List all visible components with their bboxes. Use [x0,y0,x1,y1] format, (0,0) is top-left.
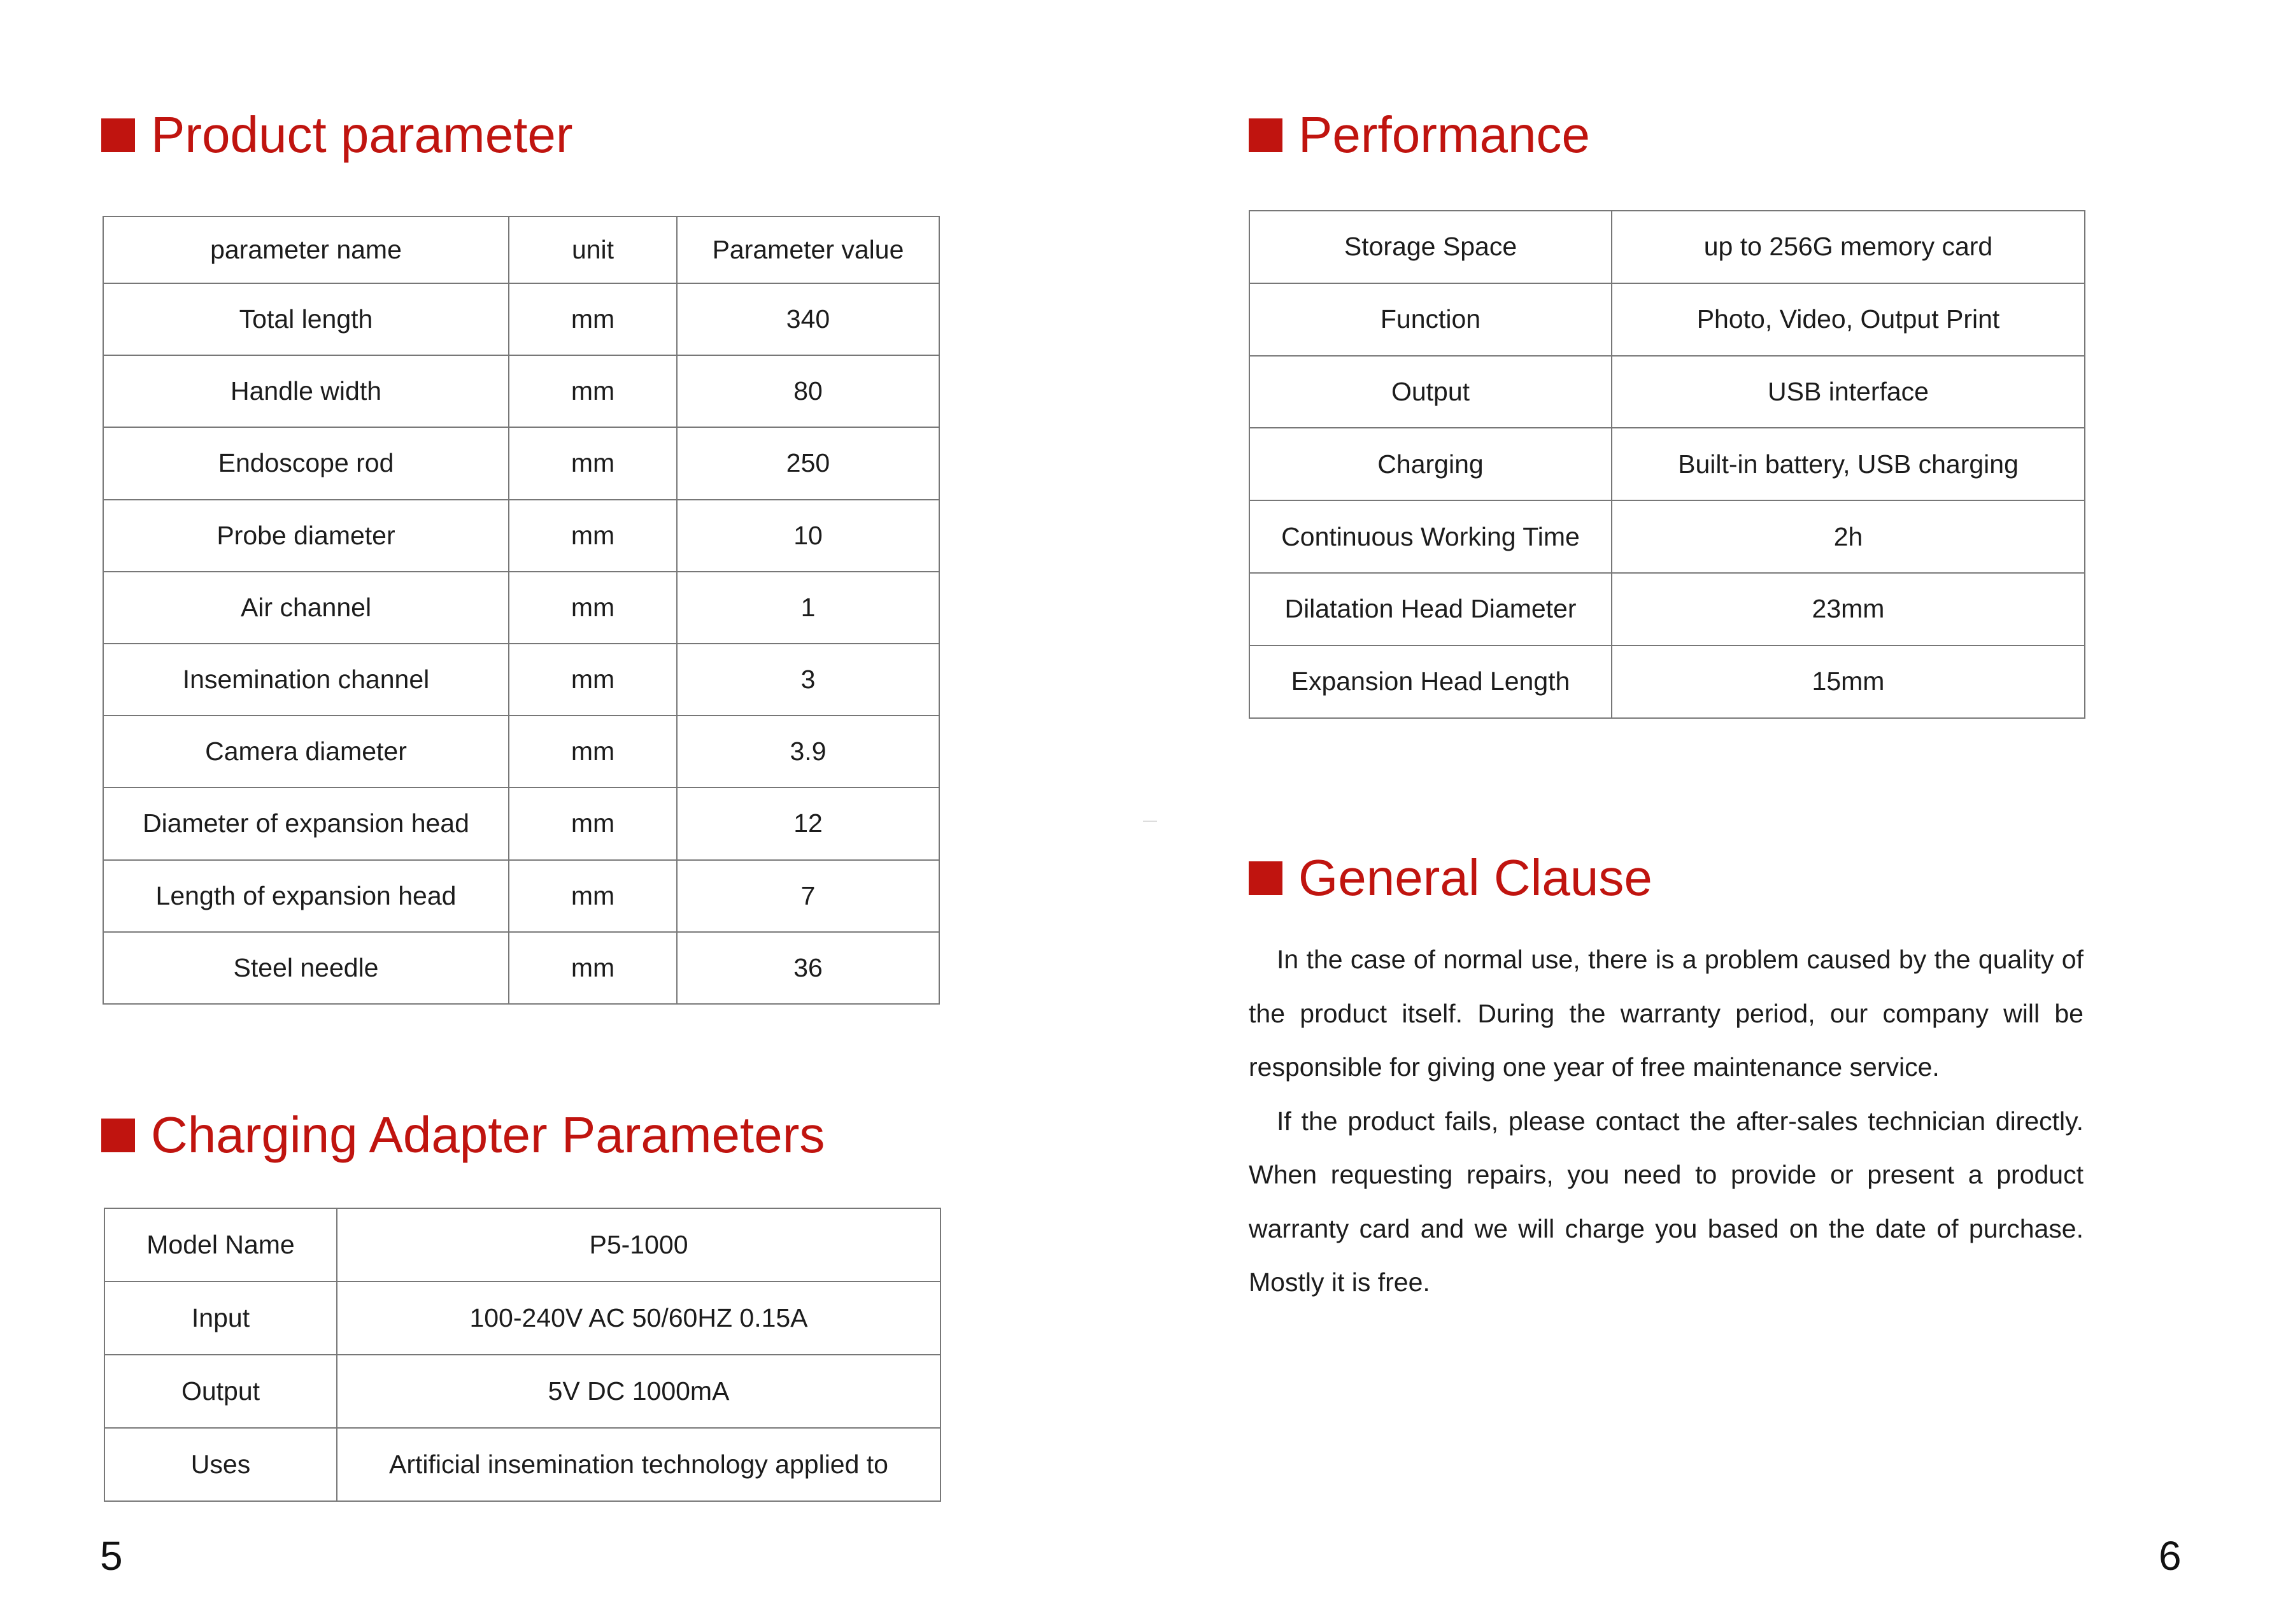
table-cell: mm [509,500,677,572]
table-cell: up to 256G memory card [1612,211,2085,283]
table-cell: 340 [677,283,939,355]
table-cell: 100-240V AC 50/60HZ 0.15A [337,1282,941,1355]
table-cell: mm [509,716,677,787]
table-cell: Insemination channel [103,644,509,716]
table-cell: Probe diameter [103,500,509,572]
table-cell: 7 [677,860,939,932]
product-parameter-table [103,216,940,1005]
table-cell: Length of expansion head [103,860,509,932]
charging-adapter-table [104,1208,941,1502]
table-cell: mm [509,427,677,499]
table-row [104,1208,941,1282]
table-cell: Total length [103,283,509,355]
table-row [1249,428,2085,500]
table-cell: Charging [1249,428,1612,500]
table-cell: USB interface [1612,356,2085,428]
heading-square-icon [101,1119,135,1152]
table-cell: mm [509,860,677,932]
table-cell: Output [1249,356,1612,428]
table-row [103,860,939,932]
table-row [103,572,939,644]
general-clause-text [1249,933,2084,1310]
table-cell: 3 [677,644,939,716]
table-cell: Expansion Head Length [1249,646,1612,718]
table-cell: Photo, Video, Output Print [1612,283,2085,356]
charging-adapter-heading [101,1106,825,1163]
page-number-right: 6 [2159,1533,2182,1579]
clause-paragraph: If the product fails, please contact the after-sales technician directly. When requesting repairs, you need to provide or present a product warranty card and we will charge you based on the date of purchase. Mostly it is free. [1249,1106,2084,1297]
table-cell: mm [509,932,677,1004]
table-cell: Air channel [103,572,509,644]
table-row [104,1355,941,1428]
general-clause-title: General Clause [1298,849,1652,906]
table-cell: 15mm [1612,646,2085,718]
table-header-cell: unit [509,216,677,283]
table-cell: Artificial insemination technology applied to [337,1428,941,1501]
table-cell: Storage Space [1249,211,1612,283]
heading-square-icon [101,118,135,152]
product-parameter-heading [101,106,573,163]
table-cell: 5V DC 1000mA [337,1355,941,1428]
table-row [104,1428,941,1501]
product-parameter-title: Product parameter [151,106,573,163]
table-row [103,355,939,427]
table-cell: Output [104,1355,337,1428]
table-cell: mm [509,572,677,644]
table-cell: Input [104,1282,337,1355]
table-row [103,787,939,859]
table-row [1249,356,2085,428]
table-cell: mm [509,283,677,355]
table-cell: Steel needle [103,932,509,1004]
table-cell: mm [509,355,677,427]
scan-mark [1143,821,1157,822]
table-cell: 36 [677,932,939,1004]
table-cell: Function [1249,283,1612,356]
table-row [1249,573,2085,646]
table-row [103,932,939,1004]
table-cell: 250 [677,427,939,499]
table-row [1249,283,2085,356]
table-row [103,716,939,787]
performance-table [1249,210,2085,719]
table-cell: Dilatation Head Diameter [1249,573,1612,646]
table-cell: mm [509,644,677,716]
table-row [104,1282,941,1355]
table-row [103,500,939,572]
table-cell: 10 [677,500,939,572]
table-cell: Diameter of expansion head [103,787,509,859]
table-row [103,283,939,355]
table-cell: 2h [1612,500,2085,573]
clause-paragraph: In the case of normal use, there is a problem caused by the quality of the product itself. During the warranty period, our company will be responsible for giving one year of free maintenance service. [1249,945,2084,1082]
table-row [1249,211,2085,283]
table-header-cell: parameter name [103,216,509,283]
general-clause-heading [1249,849,1652,906]
table-row [1249,500,2085,573]
table-cell: Built-in battery, USB charging [1612,428,2085,500]
table-cell: Handle width [103,355,509,427]
table-cell: 80 [677,355,939,427]
table-cell: 23mm [1612,573,2085,646]
performance-title: Performance [1298,106,1590,163]
table-cell: 1 [677,572,939,644]
table-cell: 12 [677,787,939,859]
table-cell: P5-1000 [337,1208,941,1282]
page-number-left: 5 [100,1533,123,1579]
table-row [103,427,939,499]
table-cell: Uses [104,1428,337,1501]
heading-square-icon [1249,118,1282,152]
table-cell: Model Name [104,1208,337,1282]
performance-heading [1249,106,1590,163]
table-cell: Continuous Working Time [1249,500,1612,573]
table-cell: 3.9 [677,716,939,787]
table-row [103,644,939,716]
heading-square-icon [1249,861,1282,895]
table-header-cell: Parameter value [677,216,939,283]
table-cell: Endoscope rod [103,427,509,499]
table-cell: Camera diameter [103,716,509,787]
charging-adapter-title: Charging Adapter Parameters [151,1106,825,1163]
table-row [1249,646,2085,718]
table-header-row [103,216,939,283]
table-cell: mm [509,787,677,859]
